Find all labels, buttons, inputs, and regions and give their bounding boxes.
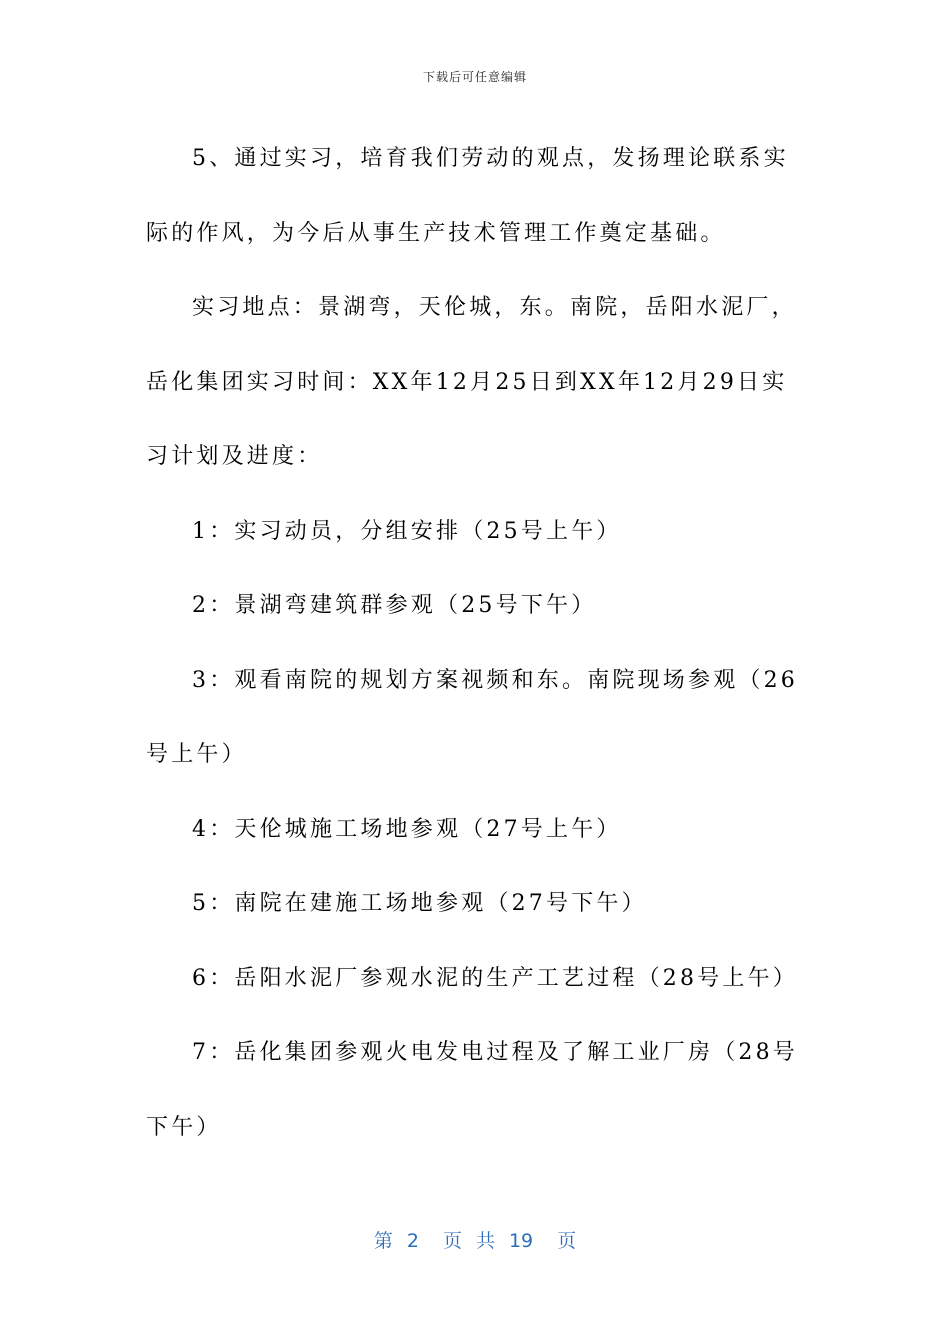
page-footer bbox=[0, 1226, 950, 1253]
plan-item-7: 7：岳化集团参观火电发电过程及了解工业厂房（28号下午） bbox=[146, 1040, 798, 1140]
page-current: 2 bbox=[406, 1230, 419, 1252]
plan-item-5: 5：南院在建施工场地参观（27号下午） bbox=[192, 891, 647, 916]
total-unit: 页 bbox=[557, 1230, 577, 1252]
plan-item-1: 1：实习动员，分组安排（25号上午） bbox=[192, 518, 622, 544]
paragraph-location-time: 实习地点：景湖弯，天伦城，东。南院，岳阳水泥厂，岳化集团实习时间：XX年12月25日到XX年12月29日实习计划及进度： bbox=[146, 295, 797, 469]
total-label: 共 bbox=[475, 1230, 495, 1252]
plan-item-6: 6：岳阳水泥厂参观水泥的生产工艺过程（28号上午） bbox=[192, 965, 798, 991]
plan-item-4: 4：天伦城施工场地参观（27号上午） bbox=[192, 816, 622, 842]
paragraph-goal-5: 5、通过实习，培育我们劳动的观点，发扬理论联系实际的作风，为今后从事生产技术管理工作奠定基础。 bbox=[146, 146, 789, 246]
page-total: 19 bbox=[508, 1230, 534, 1252]
plan-item-3: 3：观看南院的规划方案视频和东。南院现场参观（26号上午） bbox=[146, 667, 798, 767]
page-label: 第 bbox=[373, 1230, 393, 1252]
document-body bbox=[146, 122, 806, 1165]
page-unit: 页 bbox=[442, 1230, 462, 1252]
header-note: 下载后可任意编辑 bbox=[422, 70, 527, 84]
plan-item-2: 2：景湖弯建筑群参观（25号下午） bbox=[192, 593, 597, 618]
